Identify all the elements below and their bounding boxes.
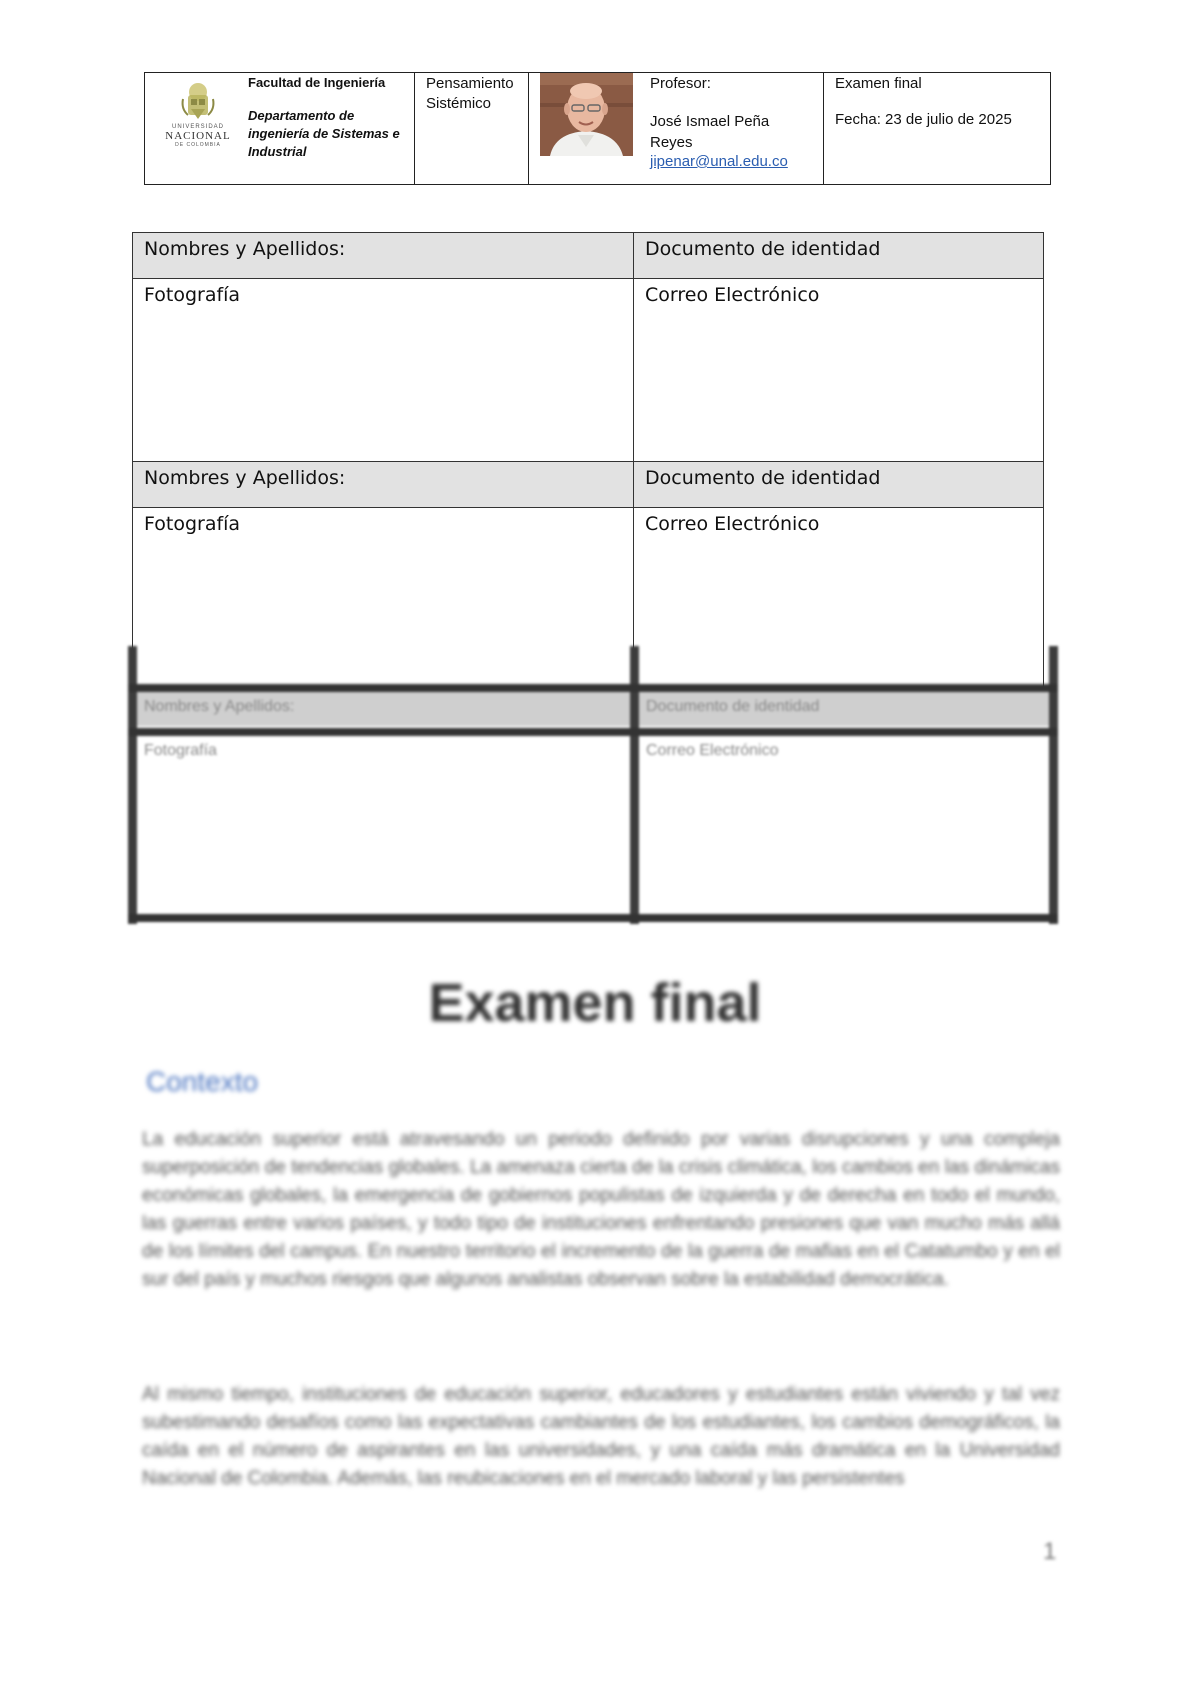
id-document-field[interactable]: Documento de identidad [646,698,820,715]
document-header [144,72,1051,185]
professor-cell [529,73,824,184]
photo-field[interactable]: Fotografía [133,279,634,463]
professor-photo [540,73,633,156]
coat-of-arms-icon [179,79,217,123]
id-document-field[interactable]: Documento de identidad [634,233,1044,279]
university-logo [163,79,233,151]
faculty-name: Facultad de Ingeniería [248,75,386,90]
name-field[interactable]: Nombres y Apellidos: [144,698,295,715]
logo-line-2: NACIONAL [165,130,231,142]
exam-date: Fecha: 23 de julio de 2025 [835,111,1012,128]
email-field[interactable]: Correo Electrónico [634,508,1044,692]
section-heading: Contexto [146,1066,259,1097]
photo-field[interactable]: Fotografía [144,742,217,759]
institution-cell [145,73,415,184]
student-table-1 [132,232,1044,463]
exam-cell [824,73,1050,184]
email-field[interactable]: Correo Electrónico [646,742,779,759]
name-field[interactable]: Nombres y Apellidos: [133,233,634,279]
photo-field[interactable]: Fotografía [133,508,634,692]
paragraph: Al mismo tiempo, instituciones de educación superior, educadores y estudiantes están viviendo y tal vez subestimando desafíos como las expectativas cambiantes de los estudiantes, los cambios demográficos, la caída en el número de aspirantes en las universidades, y una caída más dramática en la Universidad Nacional de Colombia. Además, las reubicaciones en el mercado laboral y las persistentes [142,1384,1060,1489]
name-field[interactable]: Nombres y Apellidos: [133,462,634,508]
professor-email-link[interactable]: jipenar@unal.edu.co [650,153,788,170]
exam-title: Examen final [428,973,762,1033]
student-table-3 [128,646,1058,924]
logo-line-3: DE COLOMBIA [175,142,221,148]
course-cell [415,73,529,184]
course-name: Pensamiento Sistémico [426,75,514,112]
department-name: Departamento de ingeniería de Sistemas e Industrial [248,108,400,159]
id-document-field[interactable]: Documento de identidad [634,462,1044,508]
professor-name: José Ismael Peña Reyes [650,113,770,151]
email-field[interactable]: Correo Electrónico [634,279,1044,463]
paragraph: La educación superior está atravesando un periodo definido por varias disrupciones y una compleja superposición de tendencias globales. La amenaza cierta de la crisis climática, los cambios en las dinámicas económicas globales, la emergencia de gobiernos populistas de izquierda y de derecha en todo el mundo, las guerras entre varios países, y todo tipo de instituciones enfrentando presiones que van mucho más allá de los límites del campus. En nuestro territorio el incremento de la guerra de mafias en el Catatumbo y en el sur del país y muchos riesgos que algunos analistas observan sobre la estabilidad democrática. [142,1129,1060,1290]
exam-label: Examen final [835,75,922,92]
logo-line-1: UNIVERSIDAD [171,124,224,130]
professor-label: Profesor: [650,75,711,92]
page-number: 1 [1043,1538,1057,1565]
exam-body [0,930,1190,1570]
